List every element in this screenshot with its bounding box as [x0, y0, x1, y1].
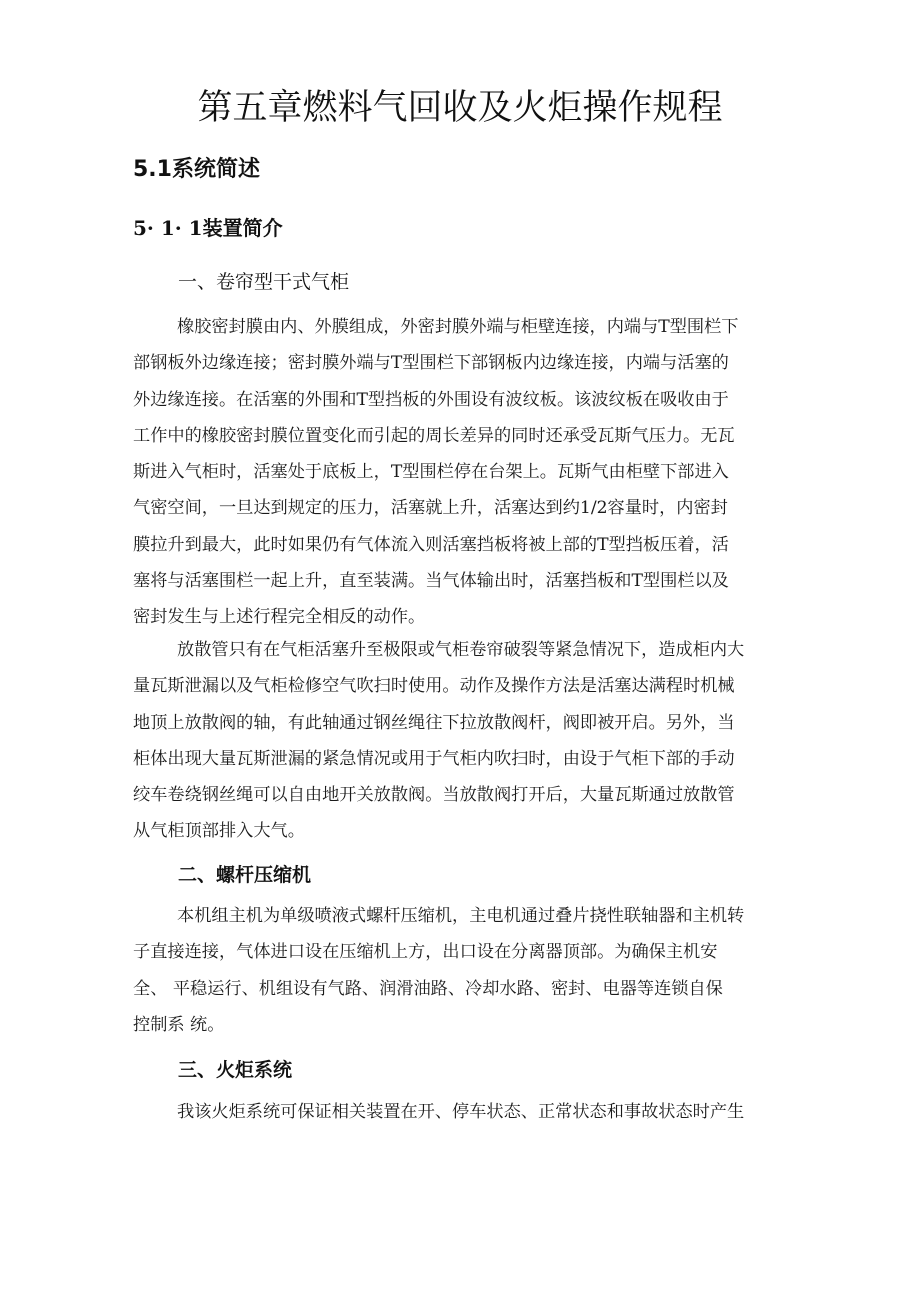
- text-line: 工作中的橡胶密封膜位置变化而引起的周长差异的同时还承受瓦斯气压力。无瓦: [133, 425, 735, 446]
- text-line: 子直接连接，气体进口设在压缩机上方，出口设在分离器顶部。为确保主机安: [133, 942, 718, 963]
- section-heading: 5.1系统简述: [133, 157, 260, 182]
- part-heading-flare-system: 三、火炬系统: [178, 1059, 293, 1081]
- text-line: 塞将与活塞围栏一起上升，直至装满。当气体输出时，活塞挡板和T型围栏以及: [133, 571, 729, 592]
- text-line: 从气柜顶部排入大气。: [133, 821, 305, 842]
- chapter-title: 第五章燃料气回收及火炬操作规程: [197, 88, 723, 128]
- text-line: 全、 平稳运行、机组设有气路、润滑油路、冷却水路、密封、电器等连锁自保: [133, 978, 723, 999]
- paragraph-vent-pipe: [133, 632, 793, 850]
- paragraph-flare-system: [133, 1094, 793, 1130]
- text-line: 本机组主机为单级喷液式螺杆压缩机，主电机通过叠片挠性联轴器和主机转: [177, 906, 745, 926]
- text-line: 地顶上放散阀的轴，有此轴通过钢丝绳往下拉放散阀杆，阀即被开启。另外，当: [133, 712, 735, 733]
- text-line: 橡胶密封膜由内、外膜组成，外密封膜外端与柜壁连接，内端与T型围栏下: [177, 317, 739, 337]
- text-line: 密封发生与上述行程完全相反的动作。: [133, 607, 426, 628]
- text-line: 部钢板外边缘连接；密封膜外端与T型围栏下部钢板内边缘连接，内端与活塞的: [133, 353, 729, 374]
- text-line: 绞车卷绕钢丝绳可以自由地开关放散阀。当放散阀打开后，大量瓦斯通过放散管: [133, 785, 735, 806]
- text-line: 放散管只有在气柜活塞升至极限或气柜卷帘破裂等紧急情况下，造成柜内大: [177, 640, 745, 660]
- subsection-heading: 5· 1· 1装置简介: [133, 216, 283, 240]
- text-line: 柜体出现大量瓦斯泄漏的紧急情况或用于气柜内吹扫时，由设于气柜下部的手动: [133, 748, 735, 769]
- part-heading-gas-holder: 一、卷帘型干式气柜: [178, 271, 350, 293]
- text-line: 我该火炬系统可保证相关装置在开、停车状态、正常状态和事故状态时产生: [177, 1102, 745, 1122]
- paragraph-gas-holder-seal: [133, 309, 793, 636]
- text-line: 外边缘连接。在活塞的外围和T型挡板的外围设有波纹板。该波纹板在吸收由于: [133, 389, 729, 410]
- text-line: 斯进入气柜时，活塞处于底板上，T型围栏停在台架上。瓦斯气由柜壁下部进入: [133, 462, 729, 483]
- part-heading-screw-compressor: 二、螺杆压缩机: [178, 864, 312, 886]
- paragraph-screw-compressor: [133, 898, 793, 1043]
- text-line: 气密空间，一旦达到规定的压力，活塞就上升，活塞达到约1/2容量时，内密封: [133, 498, 728, 519]
- text-line: 控制系 统。: [133, 1014, 225, 1035]
- text-line: 量瓦斯泄漏以及气柜检修空气吹扫时使用。动作及操作方法是活塞达满程时机械: [133, 676, 735, 697]
- text-line: 膜拉升到最大，此时如果仍有气体流入则活塞挡板将被上部的T型挡板压着，活: [133, 534, 729, 555]
